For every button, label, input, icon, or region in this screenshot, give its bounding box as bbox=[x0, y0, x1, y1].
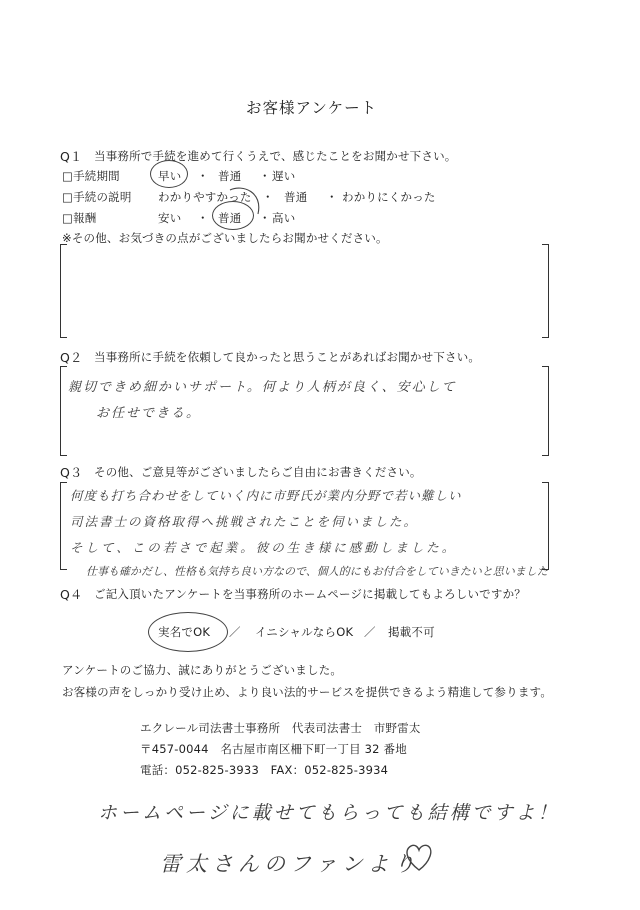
q1-label: Q１ bbox=[60, 149, 83, 164]
q1-row-period-opt3: 遅い bbox=[272, 169, 296, 183]
heart-icon bbox=[402, 840, 436, 874]
q1-note: ※その他、お気づきの点がございましたらお聞かせください。 bbox=[62, 231, 388, 245]
q2-box-right-bracket bbox=[542, 366, 549, 456]
bottom-handwriting-line2: 雷太さんのファンより bbox=[160, 852, 420, 876]
q3-handwriting-line4: 仕事も確かだし、性格も気持ち良い方なので、個人的にもお付合をしていきたいと思いました bbox=[86, 565, 548, 578]
thanks-line1: アンケートのご協力、誠にありがとうございました。 bbox=[62, 663, 343, 677]
q1-row-explanation-label: □手続の説明 bbox=[62, 190, 132, 204]
q1-row-period-opt1: 早い bbox=[158, 169, 182, 183]
q3-label: Q３ bbox=[60, 465, 83, 480]
office-address: 〒457-0044 名古屋市南区柵下町一丁目 32 番地 bbox=[140, 742, 407, 756]
q1-row-explanation-opt1: わかりやすかった bbox=[158, 190, 252, 204]
bottom-handwriting-line1: ホームページに載せてもらっても結構ですよ！ bbox=[98, 802, 560, 824]
q2-box-left-bracket bbox=[60, 366, 67, 456]
q1-row-explanation-opt2: 普通 bbox=[284, 190, 308, 204]
q3-box-right-bracket bbox=[542, 482, 549, 570]
q2-handwriting-line2: お任せできる。 bbox=[96, 406, 202, 421]
q4-label: Q４ bbox=[60, 587, 83, 602]
q1-question: 当事務所で手続を進めて行くうえで、感じたことをお聞かせ下さい。 bbox=[94, 149, 457, 163]
q2-label: Q２ bbox=[60, 350, 83, 365]
office-name: エクレール司法書士事務所 代表司法書士 市野雷太 bbox=[140, 721, 421, 735]
q1-row-fee-label: □報酬 bbox=[62, 211, 97, 225]
q3-handwriting-line2: 司法書士の資格取得へ挑戦されたことを伺いました。 bbox=[70, 514, 419, 529]
q1-row-explanation-sep1: ・ bbox=[262, 190, 274, 204]
q1-row-fee-opt2: 普通 bbox=[218, 211, 242, 225]
q1-row-explanation-opt3: わかりにくかった bbox=[342, 190, 436, 204]
q4-sep1: ／ bbox=[229, 625, 241, 639]
q4-option-real-name: 実名でOK bbox=[158, 625, 211, 639]
q3-handwriting-line1: 何度も打ち合わせをしていく内に市野氏が業内分野で若い難しい bbox=[70, 488, 462, 503]
q1-row-fee-sep2: ・ bbox=[259, 211, 271, 225]
q2-handwriting-line1: 親切できめ細かいサポート。何より人柄が良く、安心して bbox=[68, 380, 457, 395]
q1-row-period-sep2: ・ bbox=[259, 169, 271, 183]
q1-row-fee-opt3: 高い bbox=[272, 211, 296, 225]
q1-row-period-sep1: ・ bbox=[197, 169, 209, 183]
q1-row-period-opt2: 普通 bbox=[218, 169, 242, 183]
q2-question: 当事務所に手続を依頼して良かったと思うことがあればお聞かせ下さい。 bbox=[94, 350, 481, 364]
q4-option-no-post: 掲載不可 bbox=[388, 625, 435, 639]
q3-question: その他、ご意見等がございましたらご自由にお書きください。 bbox=[94, 465, 422, 479]
q1-row-fee-sep1: ・ bbox=[197, 211, 209, 225]
q4-question: ご記入頂いたアンケートを当事務所のホームページに掲載してもよろしいですか？ bbox=[94, 587, 526, 601]
q1-row-fee-opt1: 安い bbox=[158, 211, 182, 225]
page-title: お客様アンケート bbox=[246, 99, 378, 117]
thanks-line2: お客様の声をしっかり受け止め、より良い法的サービスを提供できるよう精進して参ります。 bbox=[62, 685, 553, 699]
q1-row-explanation-sep2: ・ bbox=[326, 190, 338, 204]
office-phone-fax: 電話：052-825-3933 FAX：052-825-3934 bbox=[140, 763, 389, 777]
q3-handwriting-line3: そして、この若さで起業。彼の生き様に感動しました。 bbox=[70, 540, 458, 555]
q1-box-right-bracket bbox=[542, 244, 549, 338]
q4-sep2: ／ bbox=[364, 625, 376, 639]
q1-row-period-label: □手続期間 bbox=[62, 169, 120, 183]
q4-real-name-circle bbox=[148, 612, 228, 652]
q1-period-circle bbox=[150, 160, 188, 188]
q1-circle-tail-stroke bbox=[228, 182, 268, 222]
q1-box-left-bracket bbox=[60, 244, 67, 338]
q4-option-initials: イニシャルならOK bbox=[255, 625, 354, 639]
q3-box-left-bracket bbox=[60, 482, 67, 570]
